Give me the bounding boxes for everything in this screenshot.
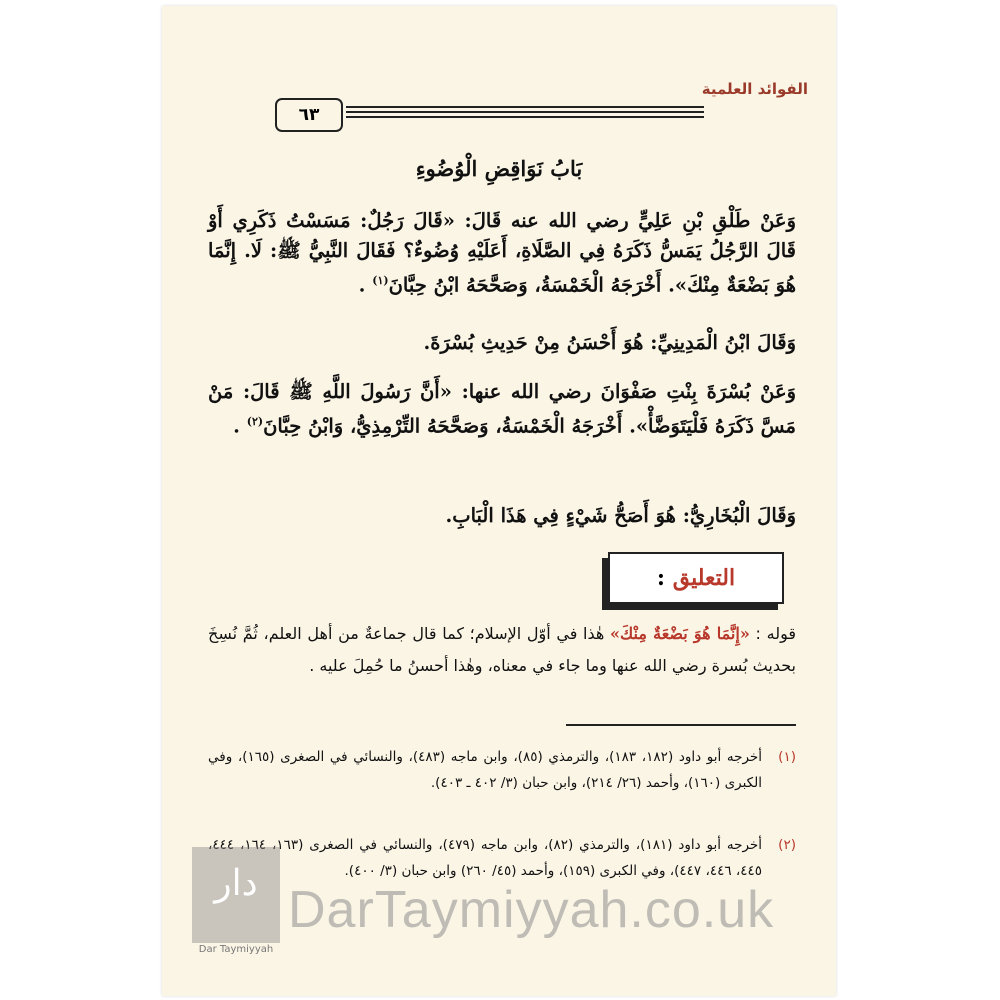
dar-taymiyyah-logo bbox=[192, 847, 280, 943]
hadith-text: وَعَنْ طَلْقِ بْنِ عَلِيٍّ رضي الله عنه قَالَ: «قَالَ رَجُلٌ: مَسَسْتُ ذَكَرِي أَوْ قَالَ الرَّجُلُ يَمَسُّ ذَكَرَهُ فِي الصَّلَاةِ، أَعَلَيْهِ وُضُوءٌ؟ فَقَالَ النَّبِيُّ ﷺ: لَا. إِنَّمَا هُوَ بَضْعَةٌ مِنْكَ». أَخْرَجَهُ الْخَمْسَةُ، وَصَحَّحَهُ ابْنُ حِبَّانَ bbox=[208, 209, 796, 297]
header-rules bbox=[346, 106, 704, 121]
hadith-talq: وَعَنْ طَلْقِ بْنِ عَلِيٍّ رضي الله عنه قَالَ: «قَالَ رَجُلٌ: مَسَسْتُ ذَكَرِي أَوْ قَالَ الرَّجُلُ يَمَسُّ ذَكَرَهُ فِي الصَّلَاةِ، أَعَلَيْهِ وُضُوءٌ؟ فَقَالَ النَّبِيُّ ﷺ: لَا. إِنَّمَا هُوَ بَضْعَةٌ مِنْكَ». أَخْرَجَهُ الْخَمْسَةُ، وَصَحَّحَهُ ابْنُ حِبَّانَ$^{(١)}$ . bbox=[208, 209, 796, 297]
footnote-text: أخرجه أبو داود (١٨٢، ١٨٣)، والترمذي (٨٥)، وابن ماجه (٤٨٣)، والنسائي في الصغرى (١٦٥)، وفي الكبرى (١٦٠)، وأحمد (٢٦/ ٢١٤)، وابن حبان (٣/ ٤٠٢ ـ ٤٠٣). bbox=[208, 749, 763, 791]
commentary-heading-colon: : bbox=[656, 565, 666, 591]
commentary-heading-text: التعليق bbox=[672, 565, 736, 591]
footnote-1 bbox=[208, 744, 796, 796]
chapter-title: بَابُ نَوَاقِضِ الْوُضُوءِ bbox=[415, 156, 583, 181]
footnote-number: (٢) bbox=[778, 837, 796, 853]
hadith-madini: وَقَالَ ابْنُ الْمَدِينِيِّ: هُوَ أَحْسَنُ مِنْ حَدِيثِ بُسْرَةَ. bbox=[423, 331, 796, 354]
logo-caption: Dar Taymiyyah bbox=[198, 944, 274, 955]
footnote-separator bbox=[566, 724, 796, 726]
running-title: الفوائد العلمية bbox=[701, 80, 808, 98]
site-watermark: DarTaymiyyah.co.uk bbox=[288, 881, 775, 939]
footnote-text: أخرجه أبو داود (١٨١)، والترمذي (٨٢)، وابن ماجه (٤٧٩)، والنسائي في الصغرى (١٦٣، ١٦٤، ٤٤٤، ٤٤٥، ٤٤٦، ٤٤٧)، وفي الكبرى (١٥٩)، وأحمد (٤٥/ ٢٦٠) وابن حبان (٣/ ٤٠٠). bbox=[208, 837, 763, 879]
footnote-ref: (٢) bbox=[246, 415, 264, 428]
footnote-ref: (١) bbox=[372, 274, 389, 287]
footnote-2 bbox=[208, 832, 796, 884]
commentary-lead: قوله : bbox=[755, 624, 797, 643]
hadith-bukhari: وَقَالَ الْبُخَارِيُّ: هُوَ أَصَحُّ شَيْءٍ فِي هَذَا الْبَابِ. bbox=[445, 504, 796, 527]
hadith-busra: وَعَنْ بُسْرَةَ بِنْتِ صَفْوَانَ رضي الله عنها: «أَنَّ رَسُولَ اللَّهِ ﷺ قَالَ: مَنْ مَسَّ ذَكَرَهُ فَلْيَتَوَضَّأْ». أَخْرَجَهُ الْخَمْسَةُ، وَصَحَّحَهُ التِّرْمِذِيُّ، وَابْنُ حِبَّانَ$^{(٢)}$ . bbox=[208, 380, 796, 438]
hadith-text: وَعَنْ بُسْرَةَ بِنْتِ صَفْوَانَ رضي الله عنها: «أَنَّ رَسُولَ اللَّهِ ﷺ قَالَ: مَنْ مَسَّ ذَكَرَهُ فَلْيَتَوَضَّأْ». أَخْرَجَهُ الْخَمْسَةُ، وَصَحَّحَهُ التِّرْمِذِيُّ، وَابْنُ حِبَّانَ bbox=[208, 380, 796, 438]
page-number: ٦٣ bbox=[275, 98, 343, 132]
commentary-quote: «إِنَّمَا هُوَ بَضْعَةٌ مِنْكَ» bbox=[610, 624, 750, 643]
commentary-heading bbox=[608, 552, 784, 604]
commentary-text: هٰذا في أوّل الإسلام؛ كما قال جماعةٌ من أهل العلم، ثُمَّ نُسِخَ بحديث بُسرة رضي الله عنها وما جاء في معناه، وهٰذا أحسنُ ما حُمِلَ عليه . bbox=[208, 624, 796, 675]
footnote-number: (١) bbox=[778, 749, 796, 765]
calligraphy-logo-icon: دار bbox=[214, 863, 258, 904]
commentary-body bbox=[208, 618, 796, 682]
